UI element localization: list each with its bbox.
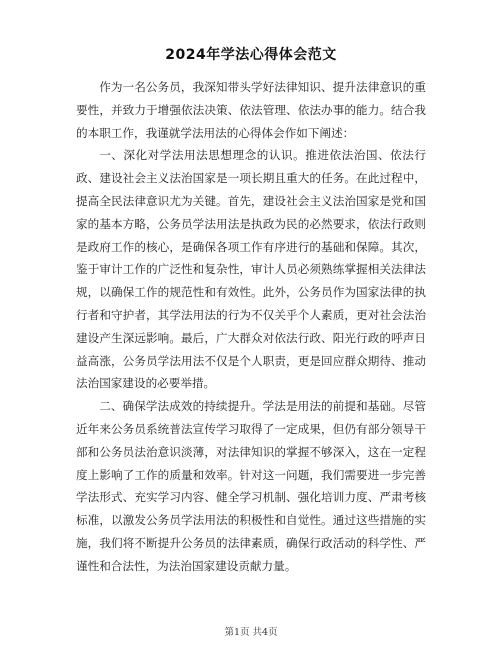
paragraph-intro: 作为一名公务员，我深知带头学好法律知识、提升法律意识的重要性，并致力于增强依法决策、依法管理、依法办事的能力。结合我的本职工作，我谨就学法用法的心得体会作如下阐述： bbox=[76, 80, 426, 140]
document-body bbox=[76, 76, 426, 578]
page-footer: 第1页 共4页 bbox=[224, 627, 278, 638]
paragraph-section-2: 二、确保学法成效的持续提升。学法是用法的前提和基础。尽管近年来公务员系统普法宣传学习取得了一定成果，但仍有部分领导干部和公务员法治意识淡薄，对法律知识的掌握不够深入，这在一定程度上影响了工作的质量和效率。针对这一问题，我们需要进一步完善学法形式、充实学习内容、健全学习机制、强化培训力度、严肃考核标准，以激发公务员学法用法的积极性和自觉性。通过这些措施的实施，我们将不断提升公务员的法律素质，确保行政活动的科学性、严谨性和合法性，为法治国家建设贡献力量。 bbox=[76, 399, 426, 573]
paragraph-section-1: 一、深化对学法用法思想理念的认识。推进依法治国、依法行政、建设社会主义法治国家是一项长期且重大的任务。在此过程中，提高全民法律意识尤为关键。首先，建设社会主义法治国家是党和国家的基本方略，公务员学法用法是执政为民的必然要求，依法行政则是政府工作的核心，是确保各项工作有序进行的基础和保障。其次，鉴于审计工作的广泛性和复杂性，审计人员必须熟练掌握相关法律法规，以确保工作的规范性和有效性。此外，公务员作为国家法律的执行者和守护者，其学法用法的行为不仅关乎个人素质，更对社会法治建设产生深远影响。最后，广大群众对依法行政、阳光行政的呼声日益高涨，公务员学法用法不仅是个人职责，更是回应群众期待、推动法治国家建设的必要举措。 bbox=[76, 148, 426, 391]
document-title: 2024年学法心得体会范文 bbox=[165, 47, 337, 63]
